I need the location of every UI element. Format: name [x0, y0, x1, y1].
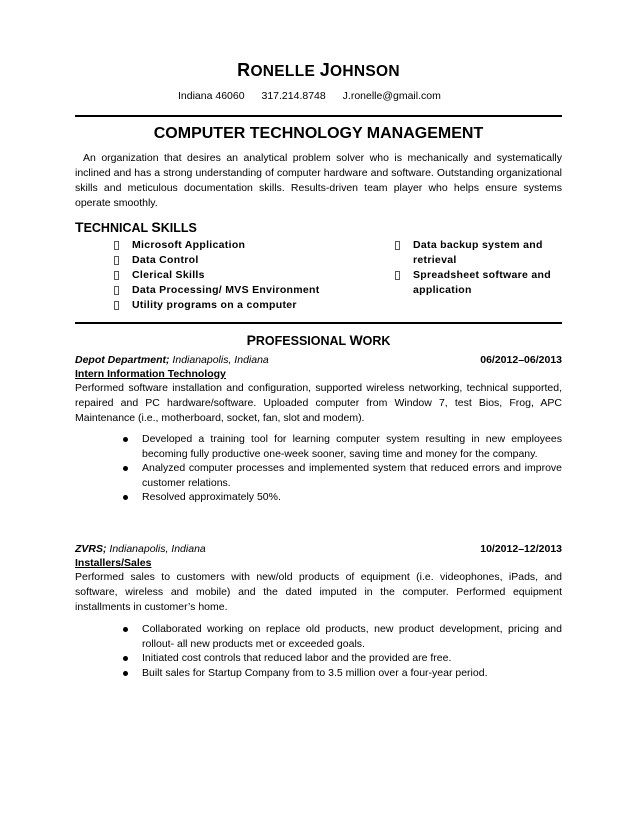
- headline: COMPUTER TECHNOLOGY MANAGEMENT: [153, 125, 484, 142]
- email-text: J.ronelle@gmail.com: [342, 90, 441, 102]
- bullet-dot-icon: [123, 495, 128, 500]
- bullet-glyph-icon: [114, 286, 119, 295]
- bullet-glyph-icon: [114, 271, 119, 280]
- skill-item: Data backup system and retrieval: [395, 238, 562, 268]
- job-description: Performed software installation and configuration, supported wireless networking, technical supported, repaired and PC hardware/software. Uploaded computer from Window 7, test Bios, Frog, APC Maintenance (i.e., motherboard, socket, fan, slot and modem).: [75, 382, 562, 424]
- achievement-item: Developed a training tool for learning computer system resulting in new employees becoming fully productive one-week sooner, saving time and money for the company.: [123, 432, 562, 461]
- job-achievements: [123, 622, 562, 680]
- job-description: Performed sales to customers with new/old products of equipment (i.e. videophones, iPads, and software, wireless and mobile) and the dated imputed in the computer. Performed equipment installments in customer’s home.: [75, 571, 562, 613]
- skills-list-right: [395, 238, 562, 298]
- job-dates: 06/2012–06/2013: [480, 354, 562, 366]
- job-title: Installers/Sales: [75, 557, 152, 569]
- achievement-item: Analyzed computer processes and implemented system that reduced errors and improve customer relations.: [123, 461, 562, 490]
- job-title: Intern Information Technology: [75, 368, 226, 380]
- bullet-dot-icon: [123, 671, 128, 676]
- bullet-dot-icon: [123, 627, 128, 632]
- job-achievements: [123, 432, 562, 505]
- phone-text: 317.214.8748: [261, 90, 326, 102]
- company-name: Depot Department;: [75, 354, 170, 366]
- bullet-glyph-icon: [395, 271, 400, 280]
- skill-item: Utility programs on a computer: [114, 298, 354, 313]
- job-location: Indianapolis, Indiana: [106, 543, 206, 555]
- candidate-name: RONELLE JOHNSON: [237, 60, 400, 80]
- summary-paragraph: An organization that desires an analytical problem solver who is mechanically and systematically inclined and has a strong understanding of computer hardware and software. Outstanding organizational skills and meticulous documentation skills. Results-driven team player who helps ensure systems operate smoothly.: [75, 152, 562, 209]
- technical-skills-heading: TECHNICAL SKILLS: [75, 219, 197, 235]
- bullet-glyph-icon: [395, 241, 400, 250]
- skill-item: Data Processing/ MVS Environment: [114, 283, 354, 298]
- job-dates: 10/2012–12/2013: [480, 543, 562, 555]
- contact-line: [178, 90, 441, 102]
- achievement-item: Built sales for Startup Company from to 3.5 million over a four-year period.: [123, 666, 562, 681]
- job-header: [75, 353, 562, 368]
- bullet-glyph-icon: [114, 241, 119, 250]
- achievement-item: Resolved approximately 50%.: [123, 490, 562, 505]
- achievement-item: Initiated cost controls that reduced labor and the provided are free.: [123, 651, 562, 666]
- skill-item: Clerical Skills: [114, 268, 354, 283]
- skills-divider: [75, 322, 562, 324]
- skill-item: Data Control: [114, 253, 354, 268]
- skill-item: Spreadsheet software and application: [395, 268, 562, 298]
- bullet-glyph-icon: [114, 301, 119, 310]
- bullet-dot-icon: [123, 466, 128, 471]
- bullet-dot-icon: [123, 437, 128, 442]
- skills-list-left: [114, 238, 354, 313]
- job-header: [75, 542, 562, 557]
- skill-item: Microsoft Application: [114, 238, 354, 253]
- bullet-dot-icon: [123, 656, 128, 661]
- achievement-item: Collaborated working on replace old products, new product development, pricing and rollout- all new products met or exceeded goals.: [123, 622, 562, 651]
- bullet-glyph-icon: [114, 256, 119, 265]
- location-text: Indiana 46060: [178, 90, 245, 102]
- company-name: ZVRS;: [75, 543, 107, 555]
- professional-work-heading: PROFESSIONAL WORK: [246, 332, 391, 348]
- header-divider: [75, 115, 562, 117]
- job-location: Indianapolis, Indiana: [169, 354, 269, 366]
